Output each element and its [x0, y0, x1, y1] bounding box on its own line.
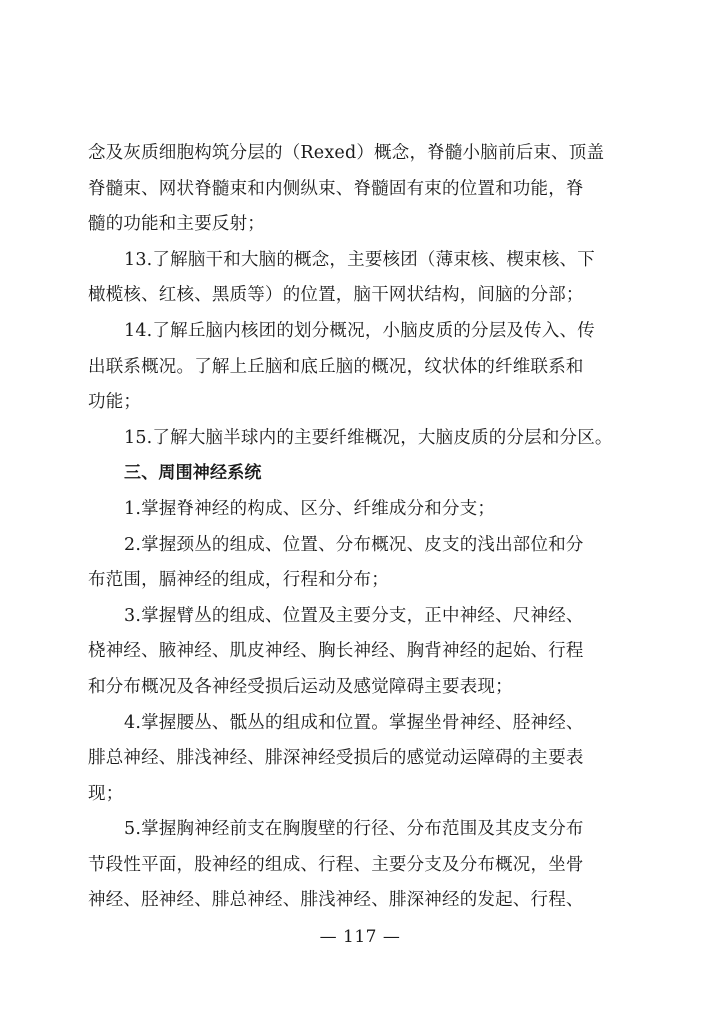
text-line: 脊髓束、网状脊髓束和内侧纵束、脊髓固有束的位置和功能，脊 [88, 178, 584, 199]
text-line: 髓的功能和主要反射； [88, 214, 265, 235]
text-line: 出联系概况。了解上丘脑和底丘脑的概况，纹状体的纤维联系和 [88, 356, 584, 377]
text-line: 橄榄核、红核、黑质等）的位置，脑干网状结构，间脑的分部； [88, 285, 584, 306]
text-line: 14.了解丘脑内核团的划分概况，小脑皮质的分层及传入、传 [124, 320, 595, 341]
text-line: 节段性平面，股神经的组成、行程、主要分支及分布概况，坐骨 [88, 854, 584, 875]
text-line: 15.了解大脑半球内的主要纤维概况，大脑皮质的分层和分区。 [124, 427, 613, 448]
text-line: 2.掌握颈丛的组成、位置、分布概况、皮支的浅出部位和分 [124, 534, 584, 555]
text-line: 念及灰质细胞构筑分层的（Rexed）概念，脊髓小脑前后束、顶盖 [88, 143, 605, 163]
text-line: 5.掌握胸神经前支在胸腹壁的行径、分布范围及其皮支分布 [124, 819, 584, 840]
text-line: 4.掌握腰丛、骶丛的组成和位置。掌握坐骨神经、胫神经、 [124, 712, 584, 733]
text-line: 功能； [88, 392, 142, 413]
text-line: 3.掌握臂丛的组成、位置及主要分支，正中神经、尺神经、 [124, 605, 584, 626]
text-line: 布范围，膈神经的组成，行程和分布； [88, 570, 389, 591]
section-heading: 三、周围神经系统 [124, 463, 262, 484]
body-text [88, 136, 634, 919]
text-line: 13.了解脑干和大脑的概念，主要核团（薄束核、楔束核、下 [124, 249, 595, 270]
text-line: 腓总神经、腓浅神经、腓深神经受损后的感觉动运障碍的主要表 [88, 748, 584, 769]
text-line: 现； [88, 783, 124, 804]
text-line: 1.掌握脊神经的构成、区分、纤维成分和分支； [124, 498, 496, 519]
text-line: 和分布概况及各神经受损后运动及感觉障碍主要表现； [88, 676, 513, 697]
text-line: 桡神经、腋神经、肌皮神经、胸长神经、胸背神经的起始、行程 [88, 641, 584, 662]
page-number: — 117 — [319, 927, 401, 947]
text-line: 神经、胫神经、腓总神经、腓浅神经、腓深神经的发起、行程、 [88, 890, 584, 911]
